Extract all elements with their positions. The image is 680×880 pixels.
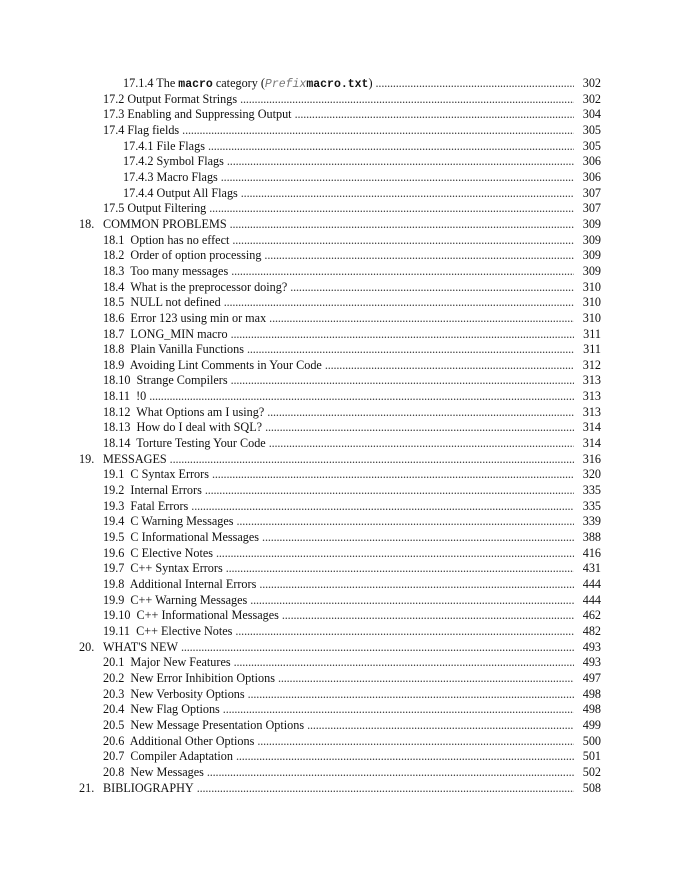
toc-entry-title: 18.3 Too many messages [103,263,229,278]
toc-entry[interactable] [0,593,680,609]
toc-entry-title: 18.9 Avoiding Lint Comments in Your Code [103,357,322,372]
dot-leader [307,718,574,734]
toc-entry-title: 18.4 What is the preprocessor doing? [103,279,288,294]
toc-entry-title: 19.1 C Syntax Errors [103,467,209,482]
toc-entry-page: 498 [582,702,601,717]
toc-entry-title: 20.2 New Error Inhibition Options [103,670,275,685]
toc-entry[interactable] [0,765,680,781]
toc-entry-title: 17.2 Output Format Strings [103,91,238,106]
toc-entry[interactable] [0,514,680,530]
dot-leader [149,389,574,405]
toc-entry-title: 20.4 New Flag Options [103,702,220,717]
toc-entry-page: 444 [582,592,601,607]
toc-entry-page: 306 [582,169,601,184]
title-text: category ( [212,76,265,90]
toc-entry-page: 305 [582,138,601,153]
chapter-number: 21. [79,780,95,795]
toc-entry-title: 17.4.1 File Flags [123,138,205,153]
toc-entry-title: BIBLIOGRAPHY [103,780,194,795]
dot-leader [265,420,574,436]
dot-leader [209,201,574,217]
toc-entry[interactable] [0,233,680,249]
toc-entry[interactable] [0,311,680,327]
toc-entry-title: 20.3 New Verbosity Options [103,686,245,701]
dot-leader [264,248,574,264]
toc-entry[interactable] [0,467,680,483]
toc-entry-page: 482 [582,623,601,638]
toc-entry-title: 17.3 Enabling and Suppressing Output [103,107,292,122]
toc-entry-page: 307 [582,201,601,216]
toc-entry-page: 508 [582,780,601,795]
toc-entry-title: 19.5 C Informational Messages [103,530,260,545]
code-text: macro [178,78,213,91]
toc-entry-title: 19.11 C++ Elective Notes [103,623,233,638]
dot-leader [248,687,574,703]
toc-entry-page: 302 [582,91,601,106]
toc-entry-page: 310 [582,295,601,310]
toc-entry[interactable] [0,655,680,671]
dot-leader [181,640,574,656]
toc-entry-title: 17.4.2 Symbol Flags [123,154,224,169]
toc-entry-page: 497 [582,670,601,685]
toc-entry[interactable] [0,373,680,389]
toc-entry[interactable] [0,436,680,452]
dot-leader [235,624,574,640]
dot-leader [232,233,574,249]
toc-entry[interactable] [0,389,680,405]
dot-leader [216,546,574,562]
toc-entry[interactable] [0,107,680,123]
toc-entry[interactable] [0,280,680,296]
toc-entry-page: 335 [582,483,601,498]
dot-leader [262,530,574,546]
toc-entry-title: 20.8 New Messages [103,764,204,779]
toc-entry[interactable] [0,624,680,640]
toc-entry-page: 498 [582,686,601,701]
toc-entry-page: 311 [583,342,601,357]
toc-entry-title: 19.7 C++ Syntax Errors [103,561,223,576]
toc-entry-title [123,76,373,93]
toc-entry-title: 18.1 Option has no effect [103,232,230,247]
dot-leader [191,499,574,515]
dot-leader [234,655,574,671]
toc-entry[interactable] [0,123,680,139]
dot-leader [231,327,574,343]
toc-entry-title: 19.10 C++ Informational Messages [103,608,279,623]
toc-entry-page: 310 [582,310,601,325]
toc-entry-page: 416 [582,545,601,560]
toc-entry-title: 19.6 C Elective Notes [103,545,214,560]
toc-entry-page: 307 [582,185,601,200]
dot-leader [207,765,574,781]
toc-entry-title: 18.8 Plain Vanilla Functions [103,342,244,357]
toc-entry-title: 20.7 Compiler Adaptation [103,749,233,764]
toc-entry-page: 311 [583,326,601,341]
dot-leader [170,452,574,468]
toc-chapter[interactable] [0,781,680,797]
toc-entry-title: 18.6 Error 123 using min or max [103,310,267,325]
toc-entry-page: 309 [582,248,601,263]
toc-entry[interactable] [0,687,680,703]
toc-entry-page: 431 [582,561,601,576]
dot-leader [223,702,574,718]
dot-leader [257,734,574,750]
dot-leader [231,373,574,389]
title-text: ) [368,76,373,90]
toc-entry[interactable] [0,718,680,734]
toc-entry-page: 444 [582,577,601,591]
chapter-number: 18. [79,216,95,231]
toc-entry-page: 309 [582,263,601,278]
toc-entry-page: 493 [582,655,601,670]
toc-entry[interactable] [0,546,680,562]
toc-entry[interactable] [0,186,680,202]
dot-leader [221,170,574,186]
toc-entry[interactable] [0,201,680,217]
toc-entry-title: 18.12 What Options am I using? [103,404,265,419]
toc-entry-page: 313 [582,389,601,404]
toc-entry[interactable] [0,358,680,374]
dot-leader [282,608,574,624]
toc-entry-page: 462 [582,608,601,623]
toc-entry[interactable] [0,577,680,593]
toc-entry-page: 335 [582,498,601,513]
dot-leader [325,358,574,374]
toc-entry-title: 19.4 C Warning Messages [103,514,234,529]
toc-entry[interactable] [0,734,680,750]
toc-entry-page: 499 [582,717,601,732]
dot-leader [241,186,574,202]
dot-leader [259,577,574,593]
toc-entry-page: 314 [582,436,601,451]
toc-entry-page: 339 [582,514,601,529]
toc-entry-page: 306 [582,154,601,169]
dot-leader [205,483,574,499]
chapter-number: 19. [79,451,95,466]
toc-entry-title: 20.1 Major New Features [103,655,231,670]
toc-entry[interactable] [0,671,680,687]
dot-leader [227,154,574,170]
table-of-contents [0,76,680,796]
code-text: macro.txt [306,78,369,91]
toc-entry-page: 309 [582,232,601,247]
toc-entry-title: 18.5 NULL not defined [103,295,221,310]
dot-leader [376,76,574,92]
toc-entry-title: 19.2 Internal Errors [103,483,202,498]
toc-entry-title: 17.5 Output Filtering [103,201,207,216]
toc-chapter[interactable] [0,640,680,656]
toc-entry-page: 314 [582,420,601,435]
chapter-number: 20. [79,639,95,654]
toc-entry-page: 305 [582,122,601,137]
dot-leader [224,295,574,311]
dot-leader [267,405,574,421]
toc-entry[interactable] [0,342,680,358]
toc-entry-title: 20.5 New Message Presentation Options [103,717,305,732]
toc-entry[interactable] [0,295,680,311]
toc-entry-title: COMMON PROBLEMS [103,216,227,231]
dot-leader [208,139,574,155]
dot-leader [182,123,574,139]
toc-entry-page: 312 [582,357,601,372]
toc-entry[interactable] [0,608,680,624]
toc-entry[interactable] [0,420,680,436]
dot-leader [230,217,574,233]
toc-entry-page: 310 [582,279,601,294]
toc-entry-title: 18.10 Strange Compilers [103,373,228,388]
toc-entry-page: 313 [582,404,601,419]
toc-entry[interactable] [0,561,680,577]
dot-leader [290,280,574,296]
toc-entry-title: 17.4.4 Output All Flags [123,185,238,200]
code-italic-text: Prefix [264,78,307,91]
toc-entry-title: 18.11 !0 [103,389,147,404]
toc-entry[interactable] [0,154,680,170]
dot-leader [226,561,574,577]
section-number: 17.1.4 [123,76,154,90]
toc-entry[interactable] [0,139,680,155]
toc-entry[interactable] [0,499,680,515]
toc-entry-title: 18.13 How do I deal with SQL? [103,420,263,435]
toc-entry-page: 388 [582,530,601,545]
toc-entry-page: 500 [582,733,601,748]
toc-entry[interactable] [0,76,680,92]
toc-entry[interactable] [0,405,680,421]
dot-leader [269,311,574,327]
toc-entry-title: 19.8 Additional Internal Errors [103,577,257,591]
toc-entry-title: 20.6 Additional Other Options [103,733,255,748]
toc-entry-title: 19.3 Fatal Errors [103,498,189,513]
dot-leader [197,781,574,797]
toc-entry-page: 304 [582,107,601,122]
toc-entry-title: WHAT'S NEW [103,639,178,654]
toc-entry[interactable] [0,749,680,765]
toc-entry[interactable] [0,530,680,546]
dot-leader [250,593,574,609]
toc-entry-title: 18.14 Torture Testing Your Code [103,436,266,451]
toc-entry-page: 302 [582,76,601,90]
dot-leader [240,92,574,108]
toc-entry[interactable] [0,327,680,343]
toc-entry-page: 316 [582,451,601,466]
toc-entry-page: 493 [582,639,601,654]
toc-entry[interactable] [0,248,680,264]
dot-leader [236,514,574,530]
toc-entry-page: 501 [582,749,601,764]
dot-leader [247,342,574,358]
toc-chapter[interactable] [0,452,680,468]
toc-entry-page: 309 [582,216,601,231]
toc-entry[interactable] [0,702,680,718]
toc-entry-title: MESSAGES [103,451,167,466]
toc-entry-page: 320 [582,467,601,482]
dot-leader [269,436,574,452]
dot-leader [236,749,574,765]
toc-entry[interactable] [0,483,680,499]
toc-entry-page: 313 [582,373,601,388]
toc-entry[interactable] [0,92,680,108]
toc-entry-title: 17.4.3 Macro Flags [123,169,218,184]
dot-leader [212,467,574,483]
toc-entry-title: 19.9 C++ Warning Messages [103,592,248,607]
toc-entry-title: 17.4 Flag fields [103,122,180,137]
toc-entry-page: 502 [582,764,601,779]
title-text: The [156,76,179,90]
toc-chapter[interactable] [0,217,680,233]
dot-leader [295,107,574,123]
toc-entry[interactable] [0,264,680,280]
dot-leader [231,264,574,280]
toc-entry-title: 18.2 Order of option processing [103,248,262,263]
toc-entry[interactable] [0,170,680,186]
toc-entry-title: 18.7 LONG_MIN macro [103,326,228,341]
dot-leader [278,671,574,687]
